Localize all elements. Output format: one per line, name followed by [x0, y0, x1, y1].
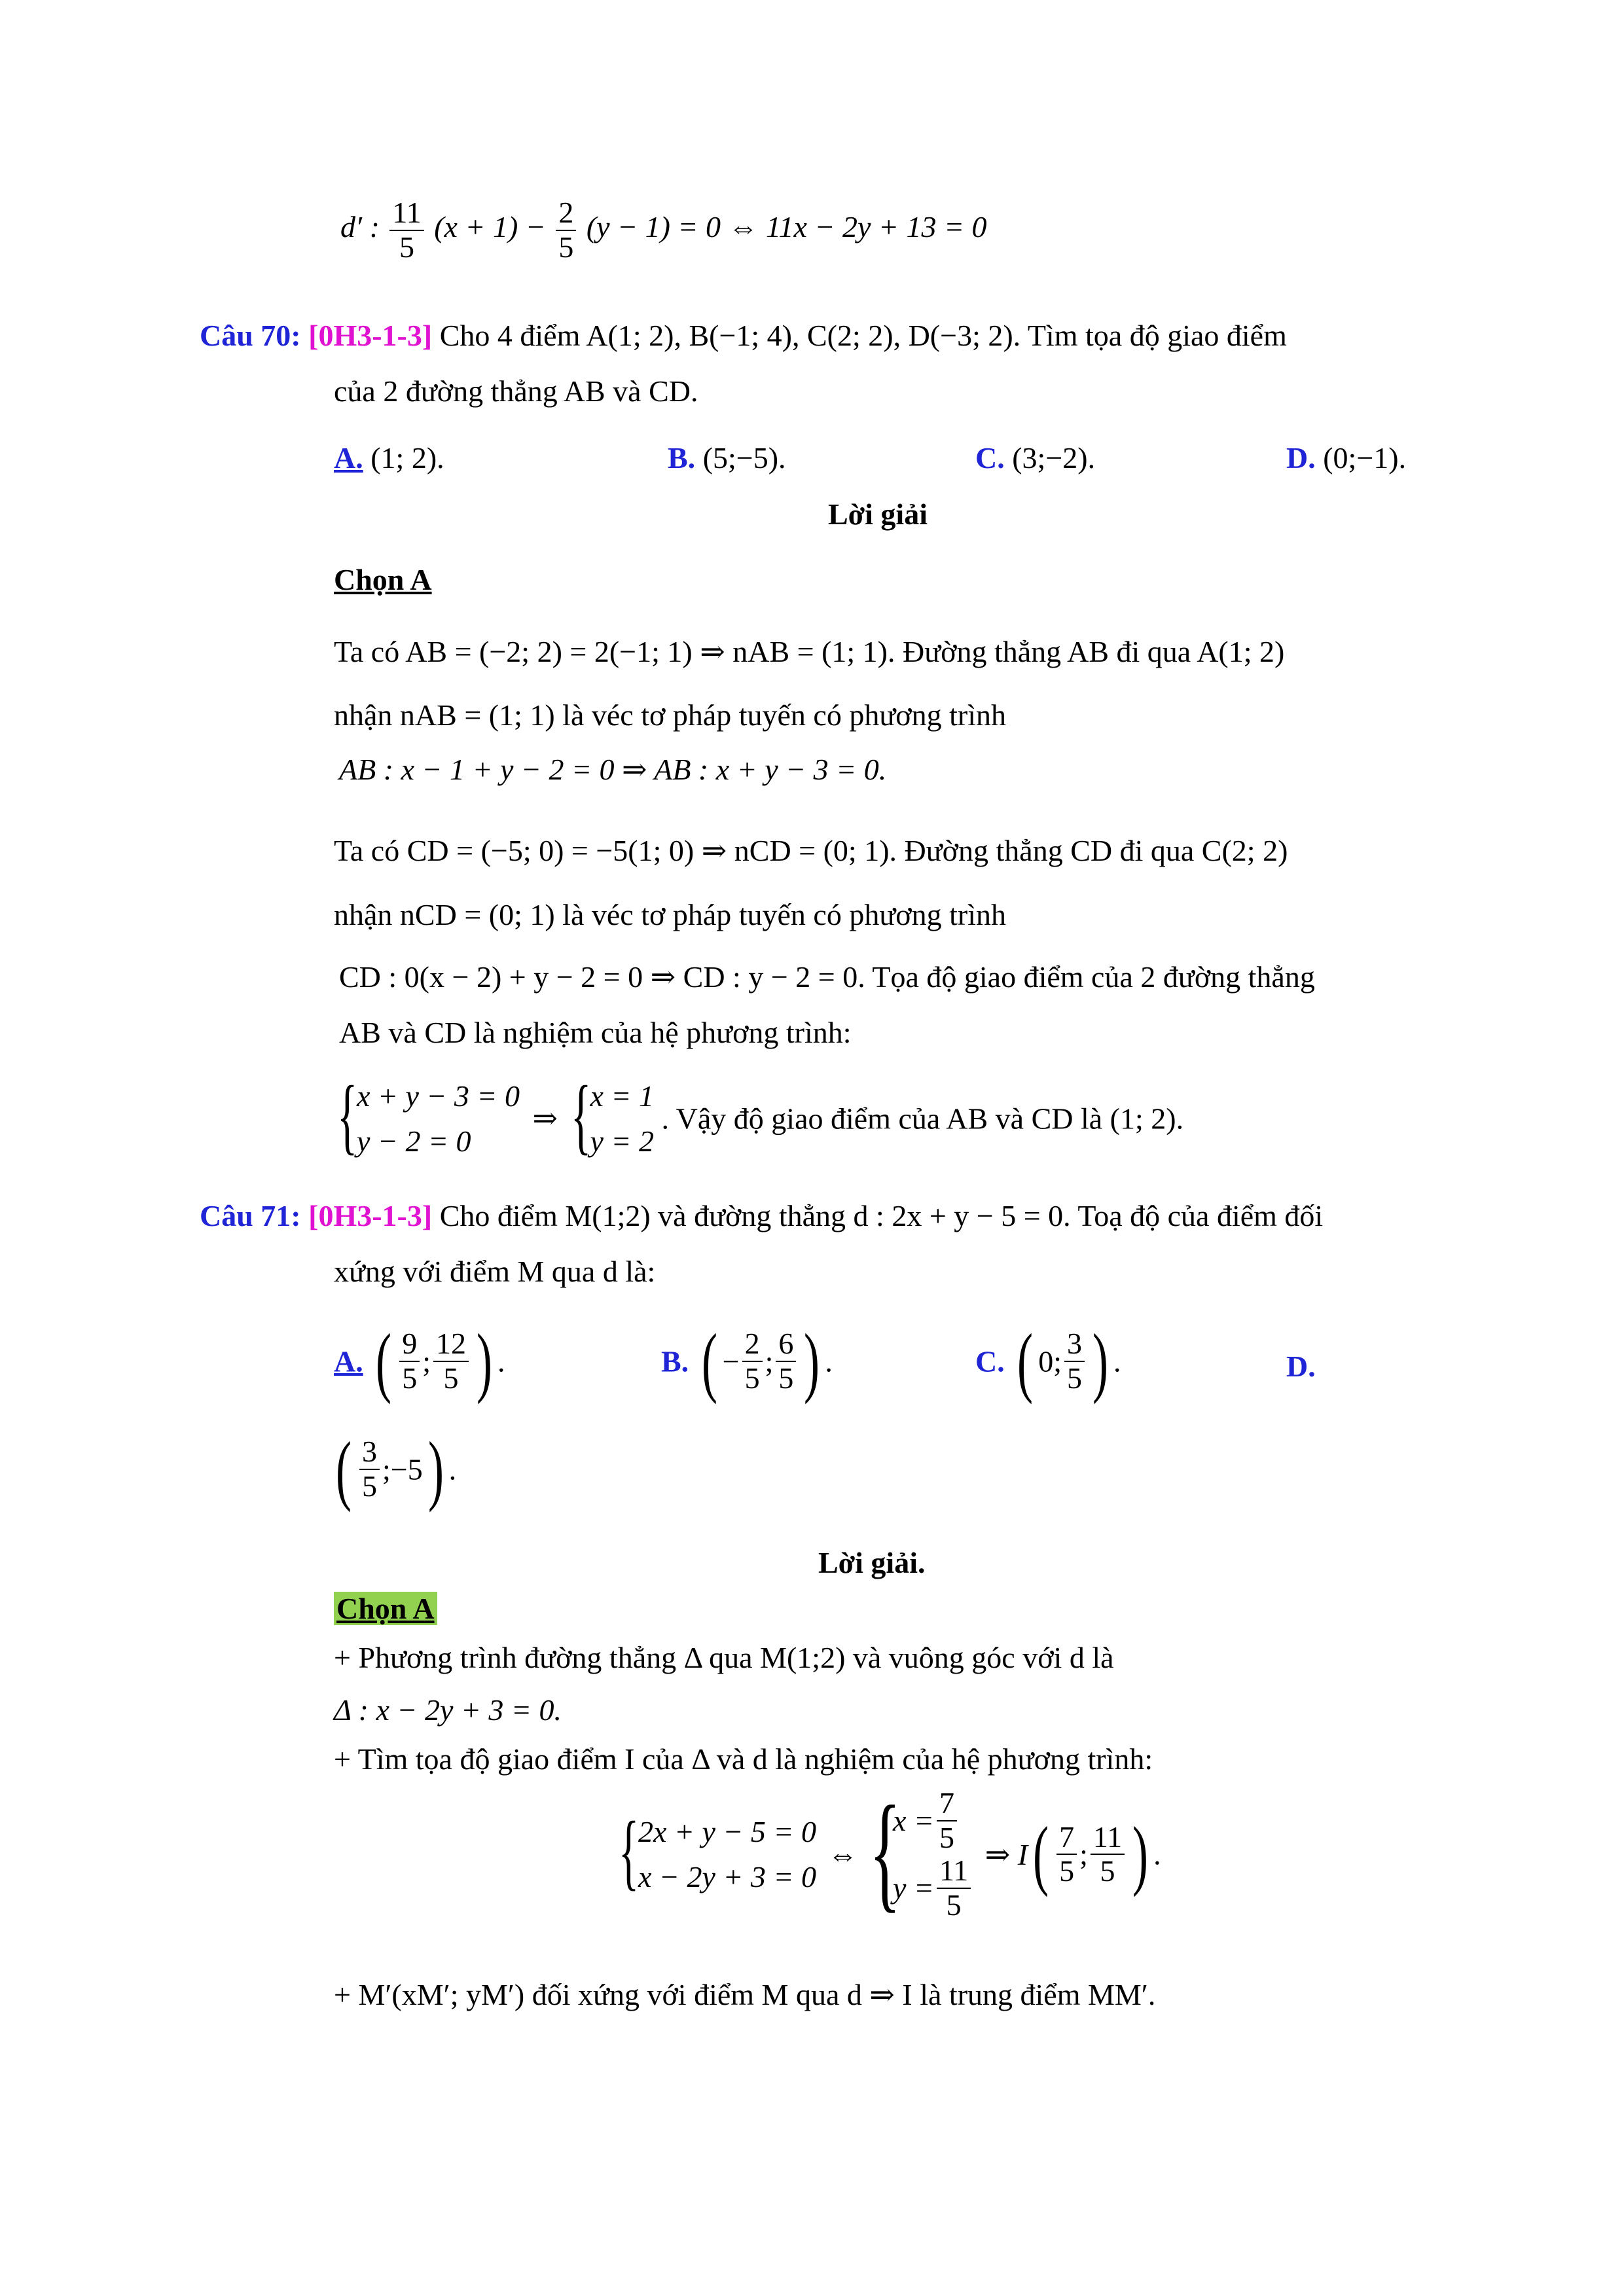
option-letter: B. [668, 441, 696, 475]
question-text-cont: của 2 đường thẳng AB và CD. [334, 374, 698, 408]
eq-lhs: d′ : [340, 210, 380, 244]
solution-line: Ta có AB = (−2; 2) = 2(−1; 1) ⇒ nAB = (1; 1). Đường thẳng AB đi qua A(1; 2) [334, 635, 1285, 668]
system-row: x − 2y + 3 = 0 [638, 1860, 816, 1894]
paren-right: ) [427, 1426, 444, 1513]
y-eq: y = [892, 1871, 934, 1905]
brace-icon: { [570, 1069, 591, 1163]
q71-system: { 2x + y − 5 = 0 x − 2y + 3 = 0 ⇔ { x = $\frac{7}{5}$ y = $\frac{11}{5}$ ⇒ I( $\frac{7}{5}$ ; $\frac{11}{5}$ ) . [619, 1780, 1161, 1924]
fraction [556, 196, 576, 264]
paren-left: ( [1017, 1318, 1034, 1405]
implies-symbol: ⇒ [532, 1102, 558, 1136]
option-letter: A. [334, 1344, 363, 1378]
q70-option-a [334, 440, 444, 476]
frac-num: 11 [389, 196, 424, 231]
option-suffix: −5 [390, 1452, 423, 1486]
option-letter: D. [1286, 441, 1316, 475]
frac-num: 11 [1091, 1821, 1125, 1856]
solution-line: nhận nCD = (0; 1) là véc tơ pháp tuyến có phương trình [334, 898, 1006, 931]
frac-den: 5 [1100, 1854, 1115, 1888]
top-equation [340, 196, 987, 264]
fraction [399, 1327, 420, 1395]
system-row: y − 2 = 0 [357, 1124, 471, 1158]
frac-num: 3 [359, 1435, 380, 1470]
equation-system [337, 1069, 520, 1164]
equiv-symbol: ⇔ [827, 1837, 858, 1871]
solution-line: AB : x − 1 + y − 2 = 0 ⇒ AB : x + y − 3 = 0. [339, 753, 887, 786]
q70-system [337, 1069, 1184, 1164]
option-value: (0;−1). [1323, 441, 1407, 475]
solution-title: Lời giải [828, 497, 928, 531]
chosen-answer: Chọn A [334, 563, 432, 596]
equation-system [869, 1780, 973, 1924]
q70-line1 [200, 317, 1287, 353]
chosen-answer [334, 1590, 437, 1626]
fraction [937, 1787, 957, 1854]
paren-right: ) [1132, 1810, 1149, 1898]
fraction [937, 1854, 971, 1922]
paren-right: ) [1092, 1318, 1108, 1405]
fraction [1064, 1327, 1085, 1395]
frac-den: 5 [946, 1888, 962, 1922]
q71-line1 [200, 1198, 1323, 1234]
frac-den: 5 [744, 1361, 760, 1395]
question-text-cont: xứng với điểm M qua d là: [334, 1255, 656, 1288]
q71-option-c: C. ( 0; $\frac{3}{5}$ ) . [975, 1318, 1121, 1405]
solution-line: Δ : x − 2y + 3 = 0. [334, 1693, 562, 1727]
frac-den: 5 [402, 1361, 418, 1395]
paren-left: ( [701, 1318, 717, 1405]
system-row: y = 2 [590, 1124, 654, 1158]
frac-num: 6 [776, 1327, 796, 1362]
fraction [433, 1327, 469, 1395]
eq-part2: (y − 1) = 0 ⇔ 11x − 2y + 13 = 0 [586, 210, 987, 244]
chosen-answer-text: Chọn A [334, 1592, 437, 1625]
frac-den: 5 [399, 230, 415, 264]
option-value: (3;−2). [1012, 441, 1096, 475]
question-text: Cho điểm M(1;2) và đường thẳng d : 2x + y − 5 = 0. Toạ độ của điểm đối [439, 1199, 1324, 1232]
fraction [1056, 1821, 1077, 1888]
brace-icon: { [619, 1804, 640, 1899]
solution-title: Lời giải. [818, 1546, 926, 1579]
paren-left: ( [335, 1426, 352, 1513]
q70-option-d [1286, 440, 1406, 476]
frac-num: 11 [937, 1854, 971, 1889]
option-prefix: 0; [1038, 1344, 1062, 1378]
result-prefix: ⇒ I [984, 1837, 1028, 1871]
solution-line: AB và CD là nghiệm của hệ phương trình: [339, 1016, 852, 1049]
fraction [742, 1327, 763, 1395]
frac-num: 2 [556, 196, 576, 231]
fraction [389, 196, 424, 264]
solution-line: nhận nAB = (1; 1) là véc tơ pháp tuyến có phương trình [334, 698, 1006, 732]
question-code: [0H3-1-3] [308, 1199, 433, 1232]
fraction [359, 1435, 380, 1503]
frac-den: 5 [558, 230, 574, 264]
brace-icon: { [337, 1069, 358, 1163]
eq-part1: (x + 1) − [434, 210, 546, 244]
solution-line: + Tìm tọa độ giao điểm I của Δ và d là nghiệm của hệ phương trình: [334, 1742, 1153, 1776]
option-letter: D. [1286, 1350, 1316, 1383]
solution-line: Ta có CD = (−5; 0) = −5(1; 0) ⇒ nCD = (0; 1). Đường thẳng CD đi qua C(2; 2) [334, 834, 1288, 867]
frac-den: 5 [1059, 1854, 1075, 1888]
system-row: x = 1 [590, 1079, 654, 1113]
fraction [1091, 1821, 1125, 1888]
equation-system [570, 1069, 654, 1164]
option-value: (1; 2). [370, 441, 444, 475]
x-eq: x = [892, 1804, 934, 1838]
q71-option-d-letter [1286, 1348, 1316, 1384]
frac-num: 9 [399, 1327, 420, 1362]
system-row: 2x + y − 5 = 0 [638, 1815, 816, 1849]
option-letter: B. [661, 1344, 689, 1378]
option-letter: C. [975, 441, 1005, 475]
solution-line: + Phương trình đường thẳng Δ qua M(1;2) và vuông góc với d là [334, 1641, 1114, 1674]
system-row [893, 1854, 973, 1922]
minus-sign: − [722, 1344, 740, 1378]
option-letter: C. [975, 1344, 1005, 1378]
q70-option-c [975, 440, 1095, 476]
question-label: Câu 70: [200, 319, 301, 352]
frac-den: 5 [778, 1361, 794, 1395]
option-letter: A. [334, 441, 363, 475]
frac-num: 3 [1064, 1327, 1085, 1362]
q71-option-a: A. ( $\frac{9}{5}$ ; $\frac{12}{5}$ ) . [334, 1318, 505, 1405]
q71-option-d: ( $\frac{3}{5}$ ;−5) . [335, 1426, 457, 1513]
equation-system [619, 1804, 816, 1899]
question-label: Câu 71: [200, 1199, 301, 1232]
q70-option-b [668, 440, 786, 476]
paren-left: ( [1033, 1810, 1049, 1898]
frac-num: 12 [433, 1327, 469, 1362]
paren-right: ) [476, 1318, 492, 1405]
frac-den: 5 [443, 1361, 459, 1395]
brace-icon: { [869, 1780, 901, 1924]
system-row: x + y − 3 = 0 [357, 1079, 520, 1113]
question-code: [0H3-1-3] [308, 319, 433, 352]
paren-left: ( [376, 1318, 392, 1405]
fraction [776, 1327, 796, 1395]
solution-line: + M′(xM′; yM′) đối xứng với điểm M qua d ⇒ I là trung điểm MM′. [334, 1978, 1156, 2011]
frac-num: 2 [742, 1327, 763, 1362]
frac-den: 5 [939, 1820, 954, 1854]
frac-den: 5 [1066, 1361, 1082, 1395]
q71-option-b: B. ( − $\frac{2}{5}$ ; $\frac{6}{5}$ ) . [661, 1318, 833, 1405]
system-row [893, 1787, 973, 1854]
paren-right: ) [804, 1318, 820, 1405]
frac-num: 7 [937, 1787, 957, 1821]
frac-den: 5 [361, 1469, 377, 1503]
conclusion: . Vậy độ giao điểm của AB và CD là (1; 2). [661, 1102, 1184, 1136]
frac-num: 7 [1056, 1821, 1077, 1856]
solution-line: CD : 0(x − 2) + y − 2 = 0 ⇒ CD : y − 2 = 0. Tọa độ giao điểm của 2 đường thẳng [339, 960, 1315, 994]
question-text: Cho 4 điểm A(1; 2), B(−1; 4), C(2; 2), D(−3; 2). Tìm tọa độ giao điểm [439, 319, 1287, 352]
option-value: (5;−5). [702, 441, 786, 475]
